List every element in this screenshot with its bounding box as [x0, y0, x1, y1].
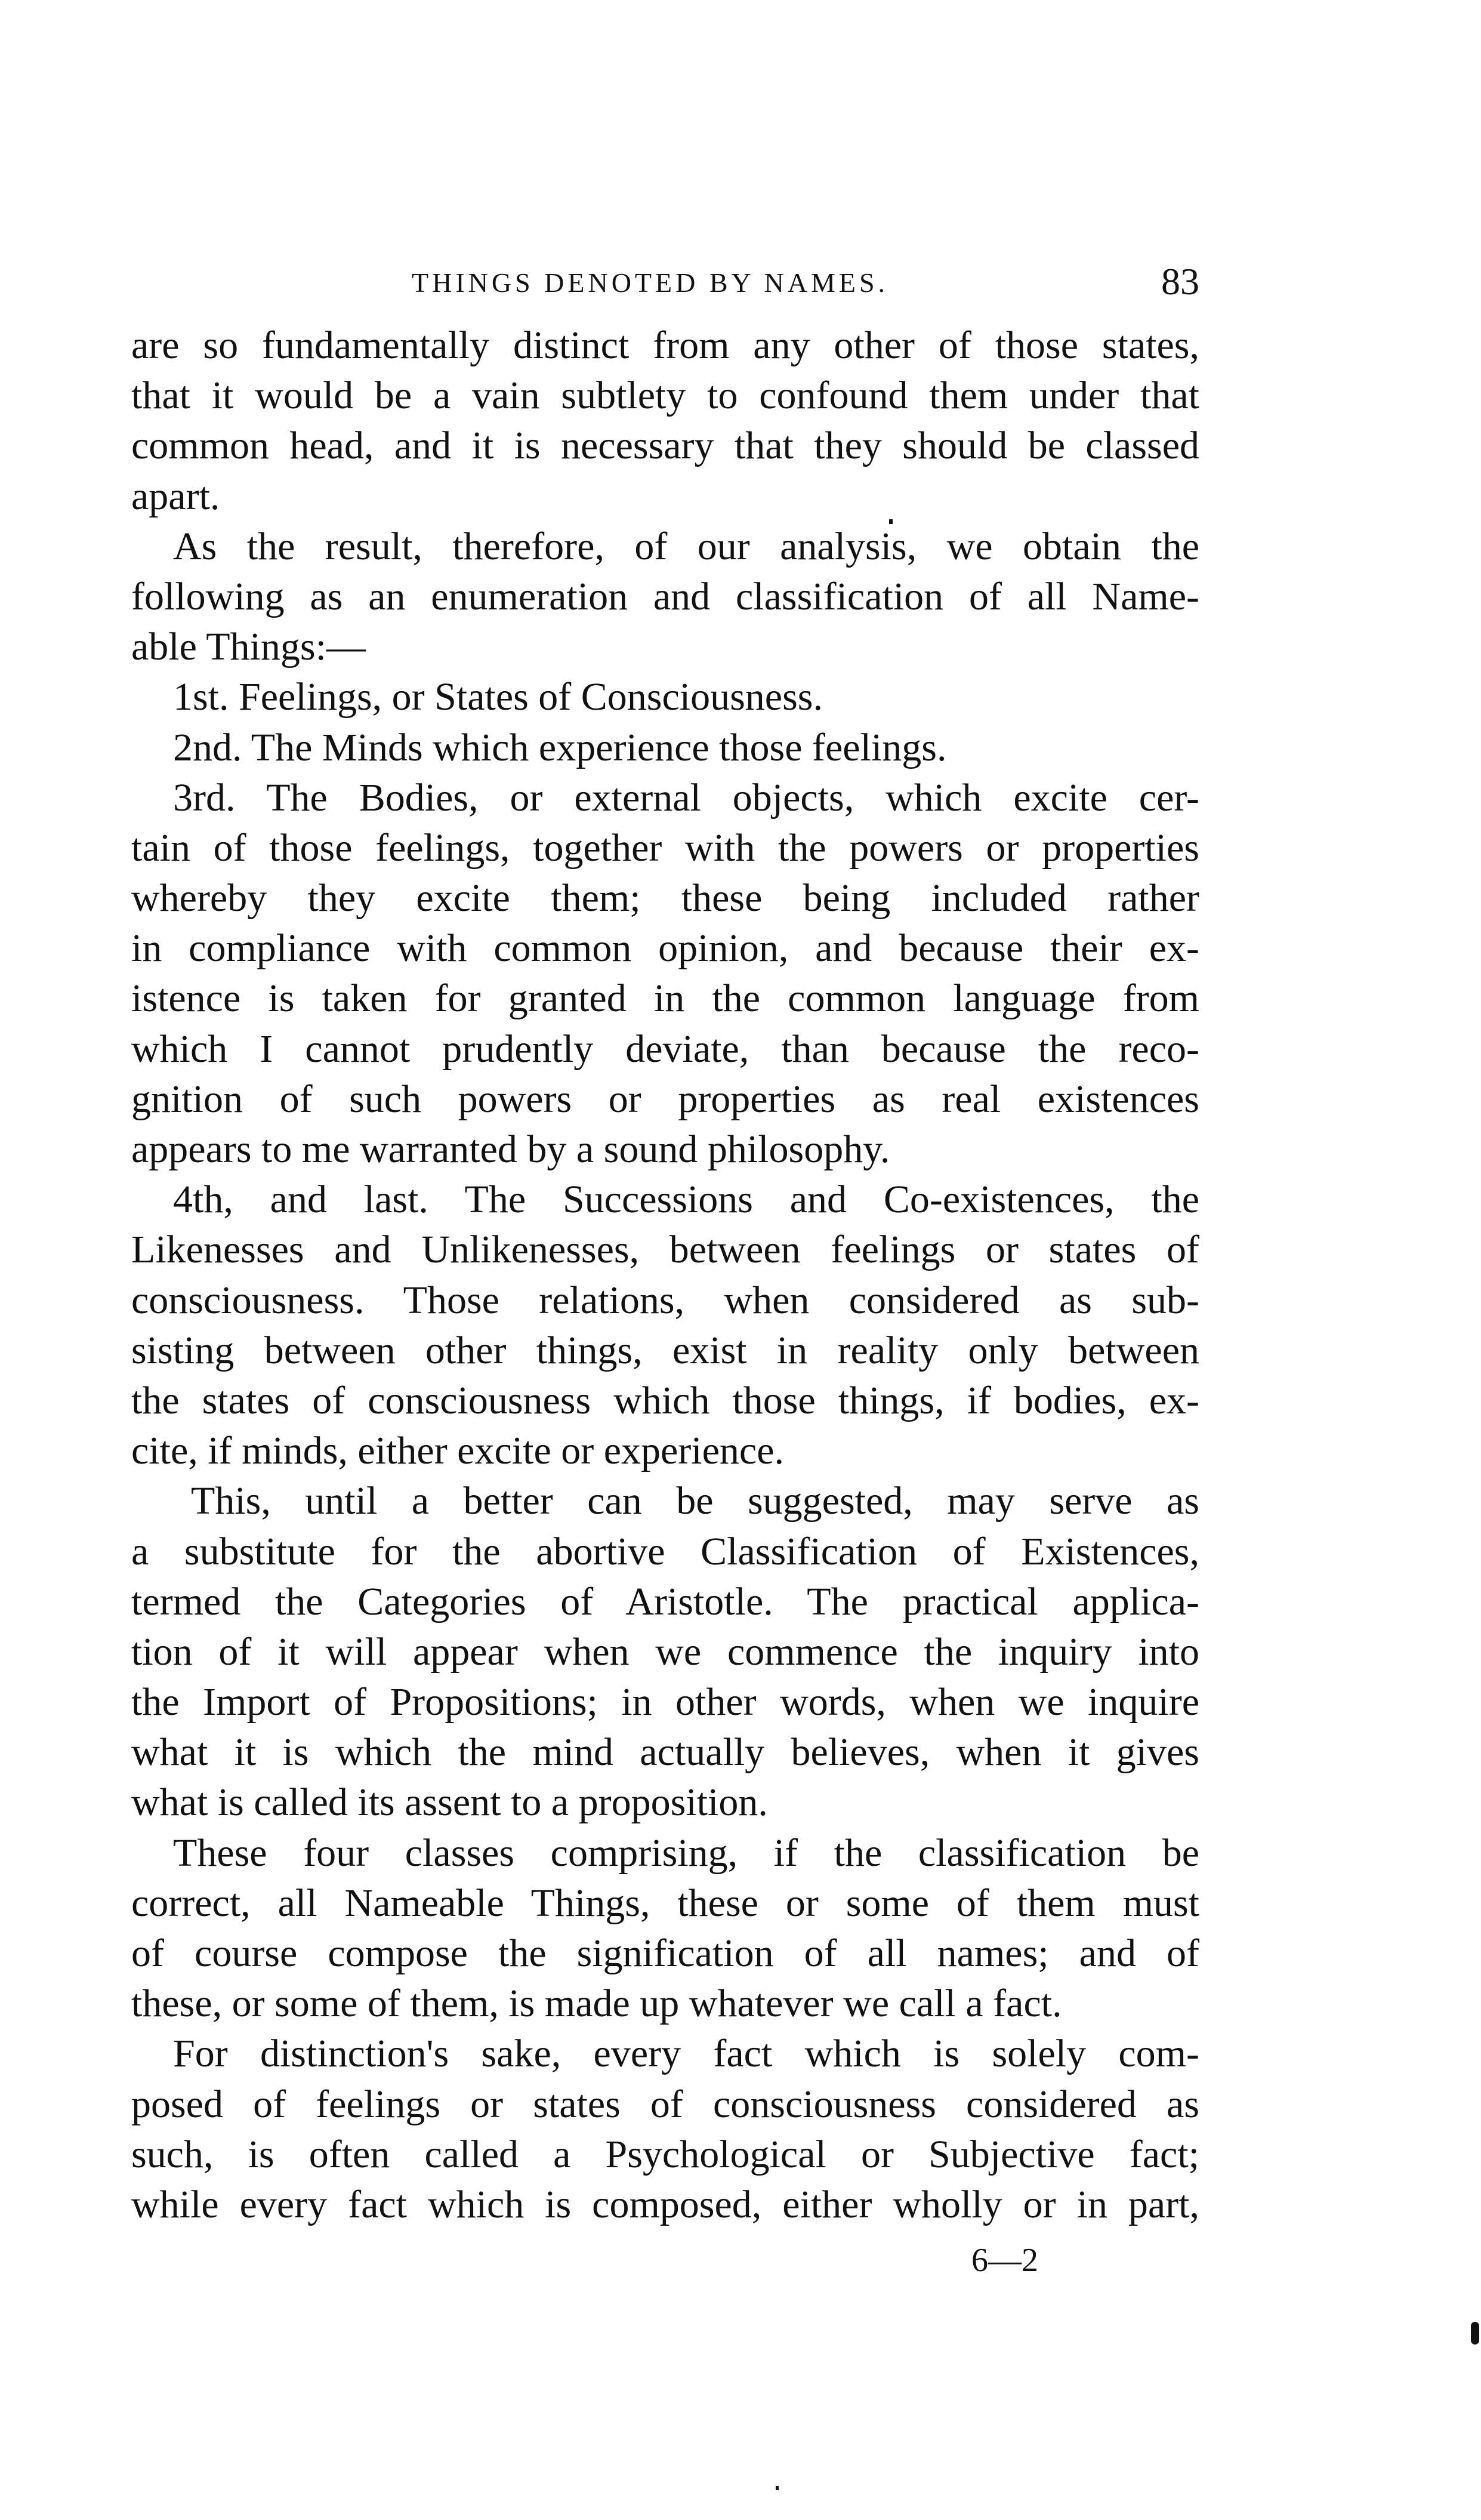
text-line: posed of feelings or states of consciousness considered as — [131, 2082, 1199, 2126]
text-line: apart. — [131, 474, 220, 518]
text-line: istence is taken for granted in the common language from — [131, 976, 1199, 1021]
text-line: cite, if minds, either excite or experience. — [131, 1429, 784, 1473]
text-line: of course compose the signification of all names; and of — [131, 1931, 1199, 1975]
text-line: while every fact which is composed, either wholly or in part, — [131, 2182, 1199, 2226]
text-line: 2nd. The Minds which experience those feelings. — [173, 725, 947, 769]
text-line: a substitute for the abortive Classification of Existences, — [131, 1529, 1199, 1573]
text-line: what it is which the mind actually believes, when it gives — [131, 1730, 1199, 1775]
text-line: As the result, therefore, of our analysis, we obtain the — [173, 524, 1199, 568]
text-line: common head, and it is necessary that they should be classed — [131, 424, 1199, 468]
text-line: appears to me warranted by a sound philosophy. — [131, 1127, 890, 1171]
text-line: sisting between other things, exist in reality only between — [131, 1328, 1199, 1372]
running-head: THINGS DENOTED BY NAMES. — [412, 267, 889, 298]
text-line: tain of those feelings, together with the powers or properties — [131, 825, 1199, 870]
text-line: which I cannot prudently deviate, than because the reco- — [131, 1027, 1199, 1071]
text-line: For distinction's sake, every fact which is solely com- — [173, 2032, 1199, 2076]
signature-mark: 6—2 — [971, 2242, 1038, 2279]
text-line: following as an enumeration and classification of all Name- — [131, 574, 1199, 618]
text-line: tion of it will appear when we commence the inquiry into — [131, 1629, 1199, 1674]
text-line: the states of consciousness which those things, if bodies, ex- — [131, 1378, 1199, 1422]
text-line: 3rd. The Bodies, or external objects, which excite cer- — [173, 775, 1199, 820]
text-line: these, or some of them, is made up whatever we call a fact. — [131, 1982, 1062, 2026]
text-line: the Import of Propositions; in other words, when we inquire — [131, 1680, 1199, 1724]
text-line: such, is often called a Psychological or Subjective fact; — [131, 2132, 1199, 2176]
text-line: correct, all Nameable Things, these or some of them must — [131, 1881, 1199, 1925]
text-line: in compliance with common opinion, and because their ex- — [131, 926, 1199, 971]
text-line: 4th, and last. The Successions and Co-existences, the — [173, 1178, 1199, 1222]
text-line: termed the Categories of Aristotle. The practical applica- — [131, 1579, 1199, 1623]
text-line: are so fundamentally distinct from any other of those states, — [131, 324, 1199, 367]
text-line: able Things:— — [131, 625, 366, 669]
text-line: gnition of such powers or properties as real existences — [131, 1077, 1199, 1121]
text-line: Likenesses and Unlikenesses, between feelings or states of — [131, 1228, 1199, 1272]
text-line: whereby they excite them; these being included rather — [131, 876, 1199, 920]
text-line: that it would be a vain subtlety to confound them under that — [131, 374, 1199, 418]
text-line: consciousness. Those relations, when considered as sub- — [131, 1278, 1199, 1322]
body-text — [131, 321, 1199, 2230]
scan-speck — [776, 2486, 779, 2490]
text-line: These four classes comprising, if the classification be — [173, 1831, 1199, 1875]
text-line: what is called its assent to a proposition. — [131, 1780, 768, 1825]
scan-blot — [1471, 2322, 1479, 2345]
text-line: 1st. Feelings, or States of Consciousness. — [173, 675, 823, 719]
page-header — [131, 260, 1199, 307]
page-number: 83 — [1161, 260, 1199, 303]
scan-speck — [889, 519, 893, 524]
text-line: This, until a better can be suggested, may serve as — [191, 1479, 1199, 1523]
